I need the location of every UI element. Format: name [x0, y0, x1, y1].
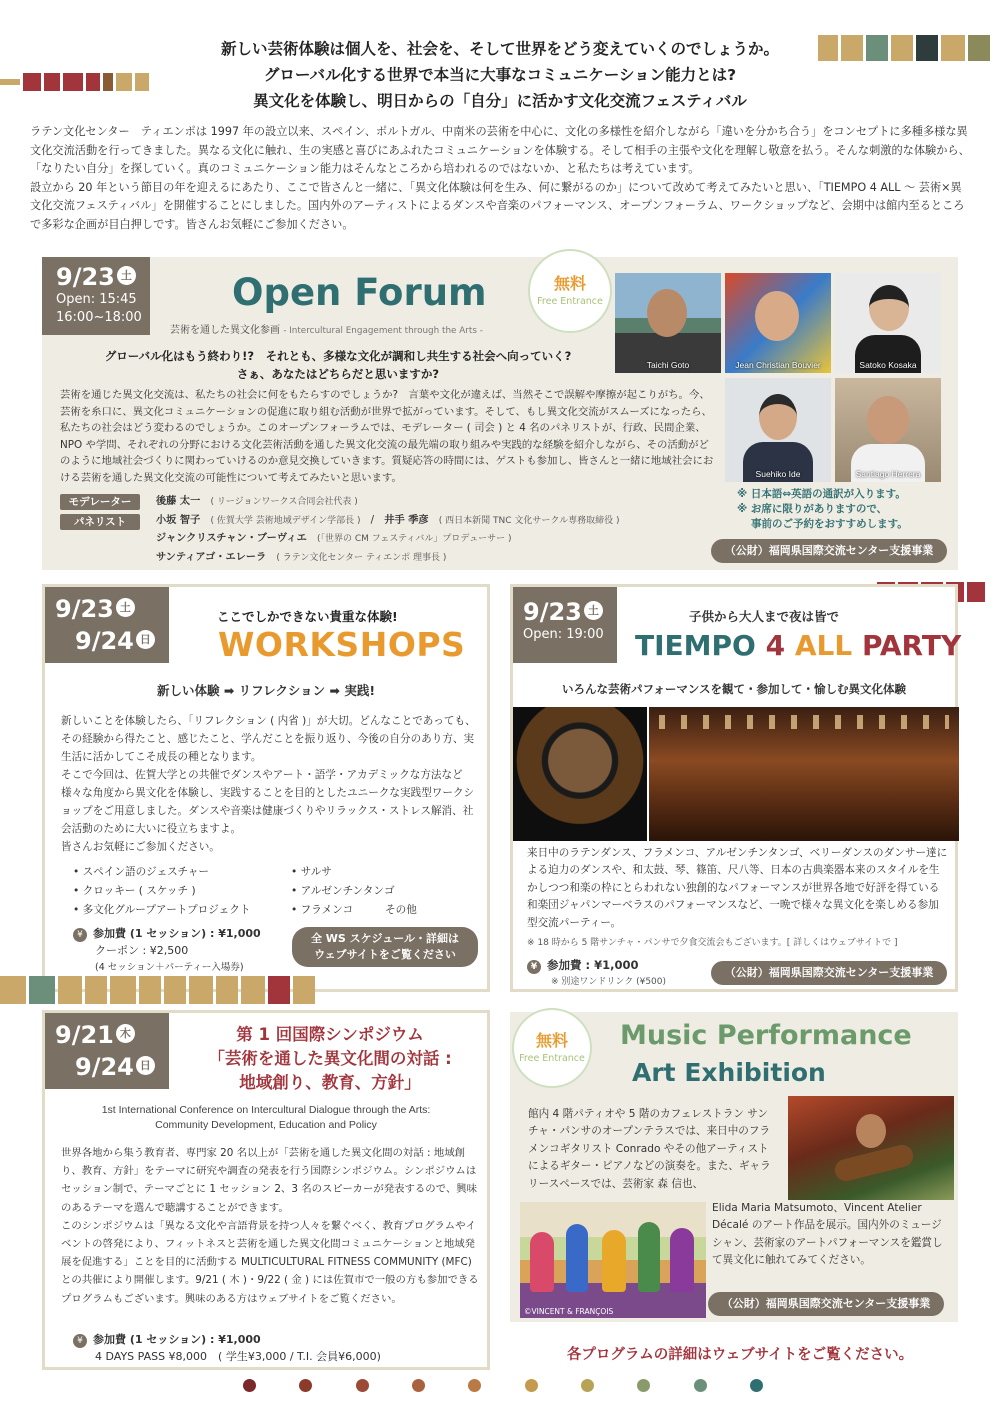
header-line-3: 異文化を体験し、明日からの「自分」に活かす文化交流フェスティバル	[253, 92, 747, 110]
symposium-title-1: 第 1 回国際シンポジウム	[236, 1025, 424, 1044]
footer-dot	[750, 1379, 763, 1392]
workshops-title: WORKSHOPS	[218, 625, 466, 664]
panelist-separator: /	[370, 514, 375, 526]
party-title-tiempo: TIEMPO	[635, 629, 756, 662]
yen-icon: ¥	[73, 928, 87, 942]
footer-dot	[637, 1379, 650, 1392]
forum-free-ja: 無料	[553, 274, 586, 293]
symposium-day-1: 木	[116, 1024, 135, 1043]
workshops-date-2: 9/24	[75, 627, 134, 655]
party-section	[510, 584, 962, 992]
panelist-1-name: 小坂 智子	[156, 514, 201, 526]
photo-jean-christian-bouvier	[725, 273, 831, 373]
symposium-title-2: 「芸術を通した異文化間の対話 :	[208, 1049, 452, 1068]
forum-day-badge: 土	[117, 266, 136, 285]
symposium-day-2: 日	[136, 1056, 155, 1075]
workshops-schedule-button[interactable]	[292, 927, 478, 967]
workshops-body	[61, 712, 479, 856]
forum-sponsor-badge: （公財）福岡県国際交流センター支援事業	[711, 539, 947, 563]
panelist-3-org: (「世界の CM フェスティバル」プロデューサー )	[316, 534, 512, 544]
schedule-line-2: ウェブサイトをご覧ください	[314, 948, 456, 961]
music-sponsor-badge: （公財）福岡県国際交流センター支援事業	[708, 1292, 944, 1316]
forum-time: 16:00~18:00	[56, 310, 142, 325]
panelist-label: パネリスト	[60, 514, 140, 530]
forum-note-reserve: 事前のご予約をおすすめします。	[751, 518, 908, 530]
footer-dot	[468, 1379, 481, 1392]
forum-open-time: Open: 15:45	[56, 292, 137, 307]
workshops-body-1: 新しいことを体験したら、「リフレクション ( 内省 )」が大切。どんなことであっても、その経験から得たこと、感じたこと、学んだことを振り返り、今後の自分のあり方、実生活に活かしてこそ成長の種となります。	[61, 715, 476, 763]
workshop-item: • フラメンコ その他	[291, 904, 417, 916]
party-sponsor-badge: （公財）福岡県国際交流センター支援事業	[711, 961, 947, 985]
photo-santiago-herrera	[835, 378, 941, 482]
forum-subtitle-en: - Intercultural Engagement through the Arts -	[283, 326, 483, 336]
forum-question-1: グローバル化はもう終わり!? それとも、多様な文化が調和し共生する社会へ向っていく?	[104, 349, 572, 363]
forum-questions	[58, 347, 618, 383]
symposium-date-block	[45, 1013, 169, 1089]
footer-dot	[412, 1379, 425, 1392]
symposium-section	[42, 1010, 490, 1370]
workshops-fee-text: 参加費 (1 セッション) : ¥1,000	[93, 927, 261, 940]
music-title-2: Art Exhibition	[632, 1058, 826, 1087]
decor-tiles-top-left	[0, 73, 149, 91]
forum-note-interpretation: ※ 日本語⇔英語の通訳が入ります。	[737, 488, 906, 500]
intro-paragraph-2: 設立から 20 年という節目の年を迎えるにあたり、ここで皆さんと一緒に、「異文化体験は何を生み、何に繋がるのか」について改めて考えてみたいと思い、「TIEMPO 4 ALL ～ 芸術×異文化交流フェスティバル」を開催することにしました。国内外のアーティストによるダンスや音楽のパフォーマンス、オープンフォーラム、ワークショップなど、会期中は館内至るところで多彩な企画が目白押しです。皆さんお気軽にご参加ください。	[30, 180, 965, 231]
workshops-date-1: 9/23	[55, 595, 114, 623]
symposium-body	[61, 1144, 479, 1308]
symposium-title-en	[45, 1103, 487, 1133]
forum-subtitle-row	[170, 321, 483, 336]
workshop-item: • サルサ	[291, 866, 332, 878]
intro-paragraph-1: ラテン文化センター ティエンポは 1997 年の設立以来、スペイン、ポルトガル、中南米の芸術を中心に、文化の多様性を紹介しながら「違いを分かち合う」をコンセプトに多種多様な異文化交流活動を行ってきました。異なる文化に触れ、生の実感と喜びにあふれたコミュニケーションを体験する。そして相手の主張や文化を理解し敬意を払う。そんな刺激的な体験から、「なりたい自分」を探していく。真のコミュニケーション能力はそんなところから培われるのではないか、と私たちは考えています。	[30, 125, 970, 176]
footer-dot	[299, 1379, 312, 1392]
symposium-en-1: 1st International Conference on Intercultural Dialogue through the Arts:	[101, 1104, 431, 1116]
workshop-item: • スペイン語のジェスチャー	[73, 866, 210, 878]
workshops-body-2: そこで今回は、佐賀大学との共催でダンスやアート・語学・アカデミックな方法など様々な角度から異文化を体験し、実践することを目的としたユニークな実践型ワークショップをご用意しました。ダンスや音楽は健康づくりやリラックス・ストレス解消、社会活動のために大いに役立ちますよ。	[61, 769, 475, 835]
workshop-item: • アルゼンチンタンゴ	[291, 885, 395, 897]
symposium-en-2: Community Development, Education and Policy	[155, 1119, 377, 1131]
photo-caption-kosaka: Satoko Kosaka	[859, 360, 917, 370]
symposium-title-3: 地域創り、教育、方針」	[239, 1073, 421, 1092]
photo-caption-bouvier: Jean Christian Bouvier	[735, 360, 821, 370]
schedule-line-1: 全 WS スケジュール・詳細は	[310, 932, 460, 945]
party-body: 来日中のラテンダンス、フラメンコ、アルゼンチンタンゴ、ベリーダンスのダンサー達による迫力のダンスや、和太鼓、琴、篠笛、尺八等、日本の古典楽器本来のスタイルを生かしつつ和楽の枠にとらわれない独創的なパフォーマンスが世界各地で好評を得ている和楽団ジャパンマーベラスのパフォーマンスなど、一晩で様々な異文化を楽しめる参加型交流パーティー。	[527, 847, 948, 929]
symposium-body-2: このシンポジウムは「異なる文化や言語背景を持つ人々を繋ぐべく、教育プログラムやイベントの啓発により、フィットネスと芸術を通した異文化間コミュニケーションと地域発展を促進する」ことを目的に活動する MULTICULTURAL FITNESS COMMUNITY (MFC) との共催により開催します。9/21 ( 木 )・9/22 ( 金 ) には佐賀市で一般の方も参加できるプログラムもございます。興味のある方はウェブサイトをご覧ください。	[61, 1219, 479, 1305]
music-section	[510, 1012, 958, 1322]
moderator-label: モデレーター	[60, 494, 140, 510]
panelist-4-org: ( ラテン文化センター ティエンポ 理事長 )	[276, 552, 447, 563]
party-photo-drum	[513, 707, 647, 841]
footer-dot	[694, 1379, 707, 1392]
workshops-flow: 新しい体験 ➡ リフレクション ➡ 実践!	[156, 683, 376, 698]
party-date-block	[513, 587, 617, 663]
symposium-fee	[73, 1331, 381, 1365]
header-line-2: グローバル化する世界で本当に大事なコミュニケーション能力とは?	[263, 66, 737, 84]
party-fee-text: 参加費 : ¥1,000	[547, 958, 639, 972]
workshops-list-left	[73, 863, 250, 920]
photo-caption-taichi: Taichi Goto	[646, 360, 690, 370]
party-fee	[527, 957, 638, 974]
forum-subtitle: 芸術を通した異文化参画	[170, 325, 280, 336]
workshops-day-2: 日	[136, 630, 155, 649]
panelist-2-name: 井手 季彦	[384, 514, 429, 526]
decor-tiles-middle	[0, 976, 315, 1004]
party-title-party: PARTY	[861, 629, 962, 662]
moderator-org: ( リージョンワークス合同会社代表 )	[210, 497, 358, 507]
workshops-section	[42, 584, 490, 992]
forum-title: Open Forum	[232, 271, 487, 314]
party-open-time: Open: 19:00	[523, 627, 604, 642]
footer-cta[interactable]: 各プログラムの詳細はウェブサイトをご覧ください。	[566, 1347, 914, 1363]
music-free-ja: 無料	[535, 1031, 568, 1050]
intro-text	[30, 123, 972, 235]
workshops-coupon: クーポン : ¥2,500	[95, 944, 189, 957]
forum-body: 芸術を通じた異文化交流は、私たちの社会に何をもたらすのでしょうか? 言葉や文化が違えば、当然そこで誤解や摩擦が起こりがち。今、芸術を糸口に、異文化コミュニケーションの促進に取り組む活動が世界で拡がっています。そして、もし異文化交流がスムーズになったら、私たちの社会はどう変わるのでしょうか。このオープンフォーラムでは、モデレーター ( 司会 ) と 4 名のパネリストが、行政、民間企業、NPO や学問、それぞれの分野における文化芸術活動を通した異文化交流の最先端の取り組みや実践的な経験を紹介しながら、その活動がどのように地域社会づくりに関わっていけるのか意見交換していきます。質疑応答の時間には、ゲストも参加し、皆さんと一緒に地域社会における芸術を通した異文化交流の可能性について考えてみたいと思います。	[60, 389, 714, 484]
footer-dot	[581, 1379, 594, 1392]
yen-icon: ¥	[73, 1334, 87, 1348]
panelist-2-org: ( 西日本新聞 TNC 文化サークル専務取締役 )	[438, 515, 620, 526]
forum-date: 9/23	[56, 263, 115, 291]
workshop-item: • 多文化グループアートプロジェクト	[73, 904, 251, 916]
symposium-title	[175, 1023, 485, 1095]
footer-dots	[243, 1379, 763, 1392]
party-title	[635, 629, 961, 662]
party-tagline: 子供から大人まで夜は皆で	[689, 609, 840, 624]
photo-taichi-goto	[615, 273, 721, 373]
workshops-list-right	[291, 863, 417, 920]
panelist-1-org: ( 佐賀大学 芸術地域デザイン学部長 )	[210, 515, 361, 526]
forum-free-badge	[528, 249, 612, 333]
art-credit: ©VINCENT & FRANÇOIS	[524, 1307, 614, 1316]
photo-caption-herrera: Santiago Herrera	[855, 469, 921, 479]
workshops-body-3: 皆さんお気軽にご参加ください。	[61, 841, 220, 853]
footer-dot	[525, 1379, 538, 1392]
open-forum-section	[42, 257, 958, 570]
symposium-fee-text: 参加費 (1 セッション) : ¥1,000	[93, 1333, 261, 1346]
party-subtitle: いろんな芸術パフォーマンスを観て・参加して・愉しむ異文化体験	[561, 682, 907, 696]
header-line-1: 新しい芸術体験は個人を、社会を、そして世界をどう変えていくのでしょうか。	[220, 40, 779, 58]
workshops-date-block	[45, 587, 169, 663]
workshops-tagline: ここでしかできない貴重な体験!	[217, 609, 398, 624]
music-photo-guitarist	[788, 1096, 954, 1200]
symposium-date-1: 9/21	[55, 1021, 114, 1049]
moderator-name: 後藤 太一	[156, 496, 201, 507]
party-date: 9/23	[523, 598, 582, 626]
music-free-badge	[512, 1008, 592, 1088]
music-body-1: 館内 4 階パティオや 5 階のカフェレストラン サンチャ・パンサのオープンテラスでは、来日中のフラメンコギタリスト Conrado やその他アーティストによるギター・ピアノなどの演奏を。また、ギャラリースペースでは、芸術家 森 信也、	[528, 1108, 771, 1190]
forum-date-block	[42, 257, 150, 335]
music-free-en: Free Entrance	[519, 1053, 585, 1064]
forum-people	[156, 493, 716, 567]
party-note: ※ 18 時から 5 階サンチャ・パンサで夕食交流会もございます。[ 詳しくはウェブサイトで ]	[527, 938, 898, 948]
yen-icon: ¥	[527, 960, 541, 974]
footer-dot	[243, 1379, 256, 1392]
party-photo-dance	[649, 707, 959, 841]
music-body-2: Elida Maria Matsumoto、Vincent Atelier Décalé のアート作品を展示。国内外のミュージシャン、芸術家のアートパフォーマンスを鑑賞して異文化に触れてみてください。	[712, 1202, 943, 1267]
workshop-item: • クロッキー ( スケッチ )	[73, 885, 196, 897]
workshops-fee	[73, 925, 261, 976]
forum-notes	[737, 487, 908, 532]
header-headline	[150, 36, 850, 114]
photo-caption-ide: Suehiko Ide	[755, 469, 801, 479]
footer-dot	[356, 1379, 369, 1392]
panelist-3-name: ジャンクリスチャン・ブーヴィエ	[156, 533, 307, 544]
symposium-date-2: 9/24	[75, 1053, 134, 1081]
party-day: 土	[584, 601, 603, 620]
music-title-1: Music Performance	[620, 1020, 912, 1051]
party-title-4: 4	[765, 629, 786, 662]
forum-free-en: Free Entrance	[537, 296, 603, 307]
party-title-all: ALL	[794, 629, 853, 662]
forum-question-2: さぁ、あなたはどちらだと思いますか?	[236, 367, 440, 381]
music-art-image	[520, 1202, 706, 1318]
symposium-pass: 4 DAYS PASS ¥8,000 ( 学生¥3,000 / T.I. 会員¥6,000)	[95, 1350, 381, 1363]
workshops-coupon-note: (4 セッション＋パーティー入場券)	[95, 962, 244, 973]
photo-suehiko-ide	[725, 378, 831, 482]
symposium-body-1: 世界各地から集う教育者、専門家 20 名以上が「芸術を通した異文化間の対話 : 地域創り、教育、方針」をテーマに研究や調査の発表を行う国際シンポジウム。シンポジウムはセッション制で、テーマごとに 1 セッション 2、3 名のスピーカーが発表するので、興味のあるテーマを選んで聴講することができます。	[61, 1147, 478, 1214]
photo-satoko-kosaka	[835, 273, 941, 373]
party-fee-note: ※ 別途ワンドリンク (¥500)	[551, 977, 667, 987]
panelist-4-name: サンティアゴ・エレーラ	[156, 551, 267, 563]
forum-note-seats: ※ お席に限りがありますので、	[737, 503, 888, 515]
workshops-day-1: 土	[116, 598, 135, 617]
